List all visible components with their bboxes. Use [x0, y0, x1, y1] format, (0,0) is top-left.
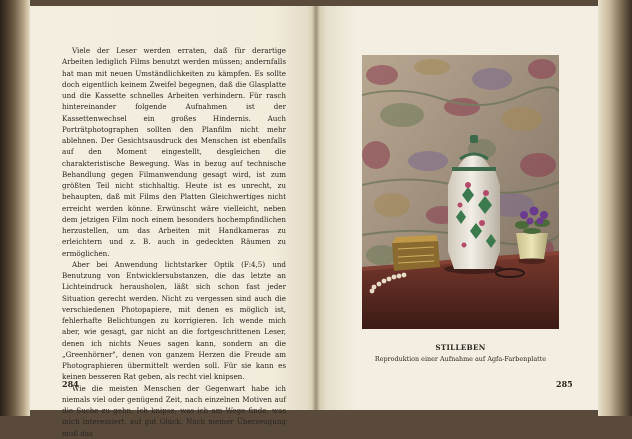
book-edge-left: [0, 0, 30, 416]
paragraph: Wie die meisten Menschen der Gegenwart habe ich niemals viel oder genügend Zeit, nach einzelnen Motiven auf die Suche zu gehn. Ich knipse, was ich am Wege finde, was mich interessiert, auf gut Glück. Nach meiner Überzeugung muß das: [62, 383, 286, 438]
left-page-text: [62, 45, 286, 439]
photo-caption-title: STILLEBEN: [435, 343, 486, 352]
page-number-left: 284: [62, 379, 79, 389]
book-gutter: [312, 6, 320, 410]
book-edge-right: [598, 0, 632, 416]
page-number-right: 285: [556, 379, 573, 389]
paragraph: Viele der Leser werden erraten, daß für derartige Arbeiten lediglich Films benutzt werden müssen; andernfalls hat man mit neuen Umständlichkeiten zu kämpfen. Es sollte doch eigentlich keinem Zweifel begegnen, daß die Glasplatte und die Kassette schnelles Arbeiten verhindern. Für rasch hintereinander folgende Aufnahmen ist der Kassettenwechsel ein großes Hindernis. Auch Porträtphotographen sollten den Planfilm nicht mehr ablehnen. Der Gesichtsausdruck des Menschen ist ebenfalls auf den Moment eingestellt, desgleichen die charakteristische Bewegung. Was in bezug auf technische Behandlung gegen Filmanwendung gesagt wird, ist zum größten Teil nicht stichhaltig. Heute ist es unrecht, zu behaupten, daß mit Films den Platten Gleichwertiges nicht erreicht werden könne. Erwünscht wäre vielleicht, neben dem jetzigen Film noch einem besonders hochempfindlichen herzustellen, um das Arbeiten mit Handkameras zu erleichtern und z. B. auch in gedeckten Räumen zu ermöglichen.: [62, 46, 286, 258]
photo-caption-subtitle: Reproduktion einer Aufnahme auf Agfa-Farbenplatte: [374, 355, 547, 363]
paragraph: Aber bei Anwendung lichtstarker Optik (F:4,5) und Benutzung von Entwicklersubstanzen, die das letzte an Lichteindruck herausholen, läßt sich schon fast jeder Situation gerecht werden. Nicht zu vergessen sind auch die verschiedenen Photopapiere, mit denen es möglich ist, fehlerhafte Belichtungen zu korrigieren. Ich wende mich aber, wie gesagt, gar nicht an die fortgeschrittenen Leser, denen ich nichts Neues sagen kann, sondern an die „Greenhörner", denen von ganzem Herzen die Freude am Photographieren übermittelt werden soll. Für sie kann es keinen besseren Rat geben, als recht viel knipsen.: [62, 259, 286, 382]
still-life-photo: [362, 55, 559, 329]
